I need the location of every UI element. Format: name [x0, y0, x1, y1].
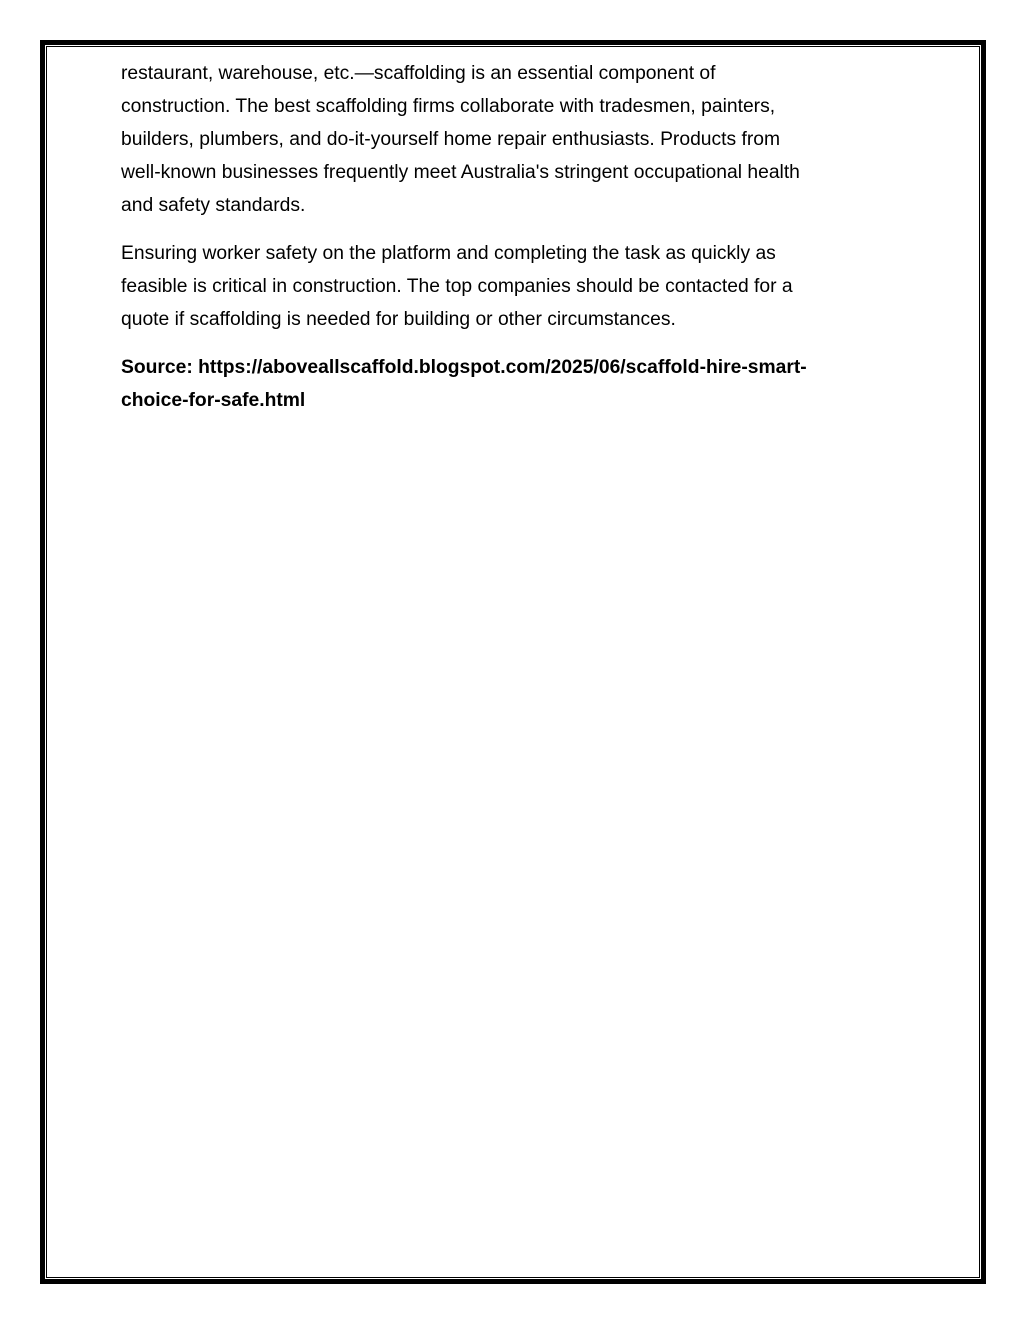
- paragraph-scaffolding-intro: restaurant, warehouse, etc.—scaffolding is an essential component of construction. The best scaffolding firms collaborate with tradesmen, painters, builders, plumbers, and do-it-yourself home repair enthusiasts. Products from well-known businesses frequently meet Australia's stringent occupational health and safety standards.: [121, 63, 800, 216]
- document-body: [121, 57, 901, 432]
- source-link[interactable]: Source: https://aboveallscaffold.blogspot.com/2025/06/scaffold-hire-smart- choice-for-safe.html: [121, 357, 807, 411]
- paragraph-worker-safety: Ensuring worker safety on the platform and completing the task as quickly as feasible is critical in construction. The top companies should be contacted for a quote if scaffolding is needed for building or other circumstances.: [121, 243, 793, 330]
